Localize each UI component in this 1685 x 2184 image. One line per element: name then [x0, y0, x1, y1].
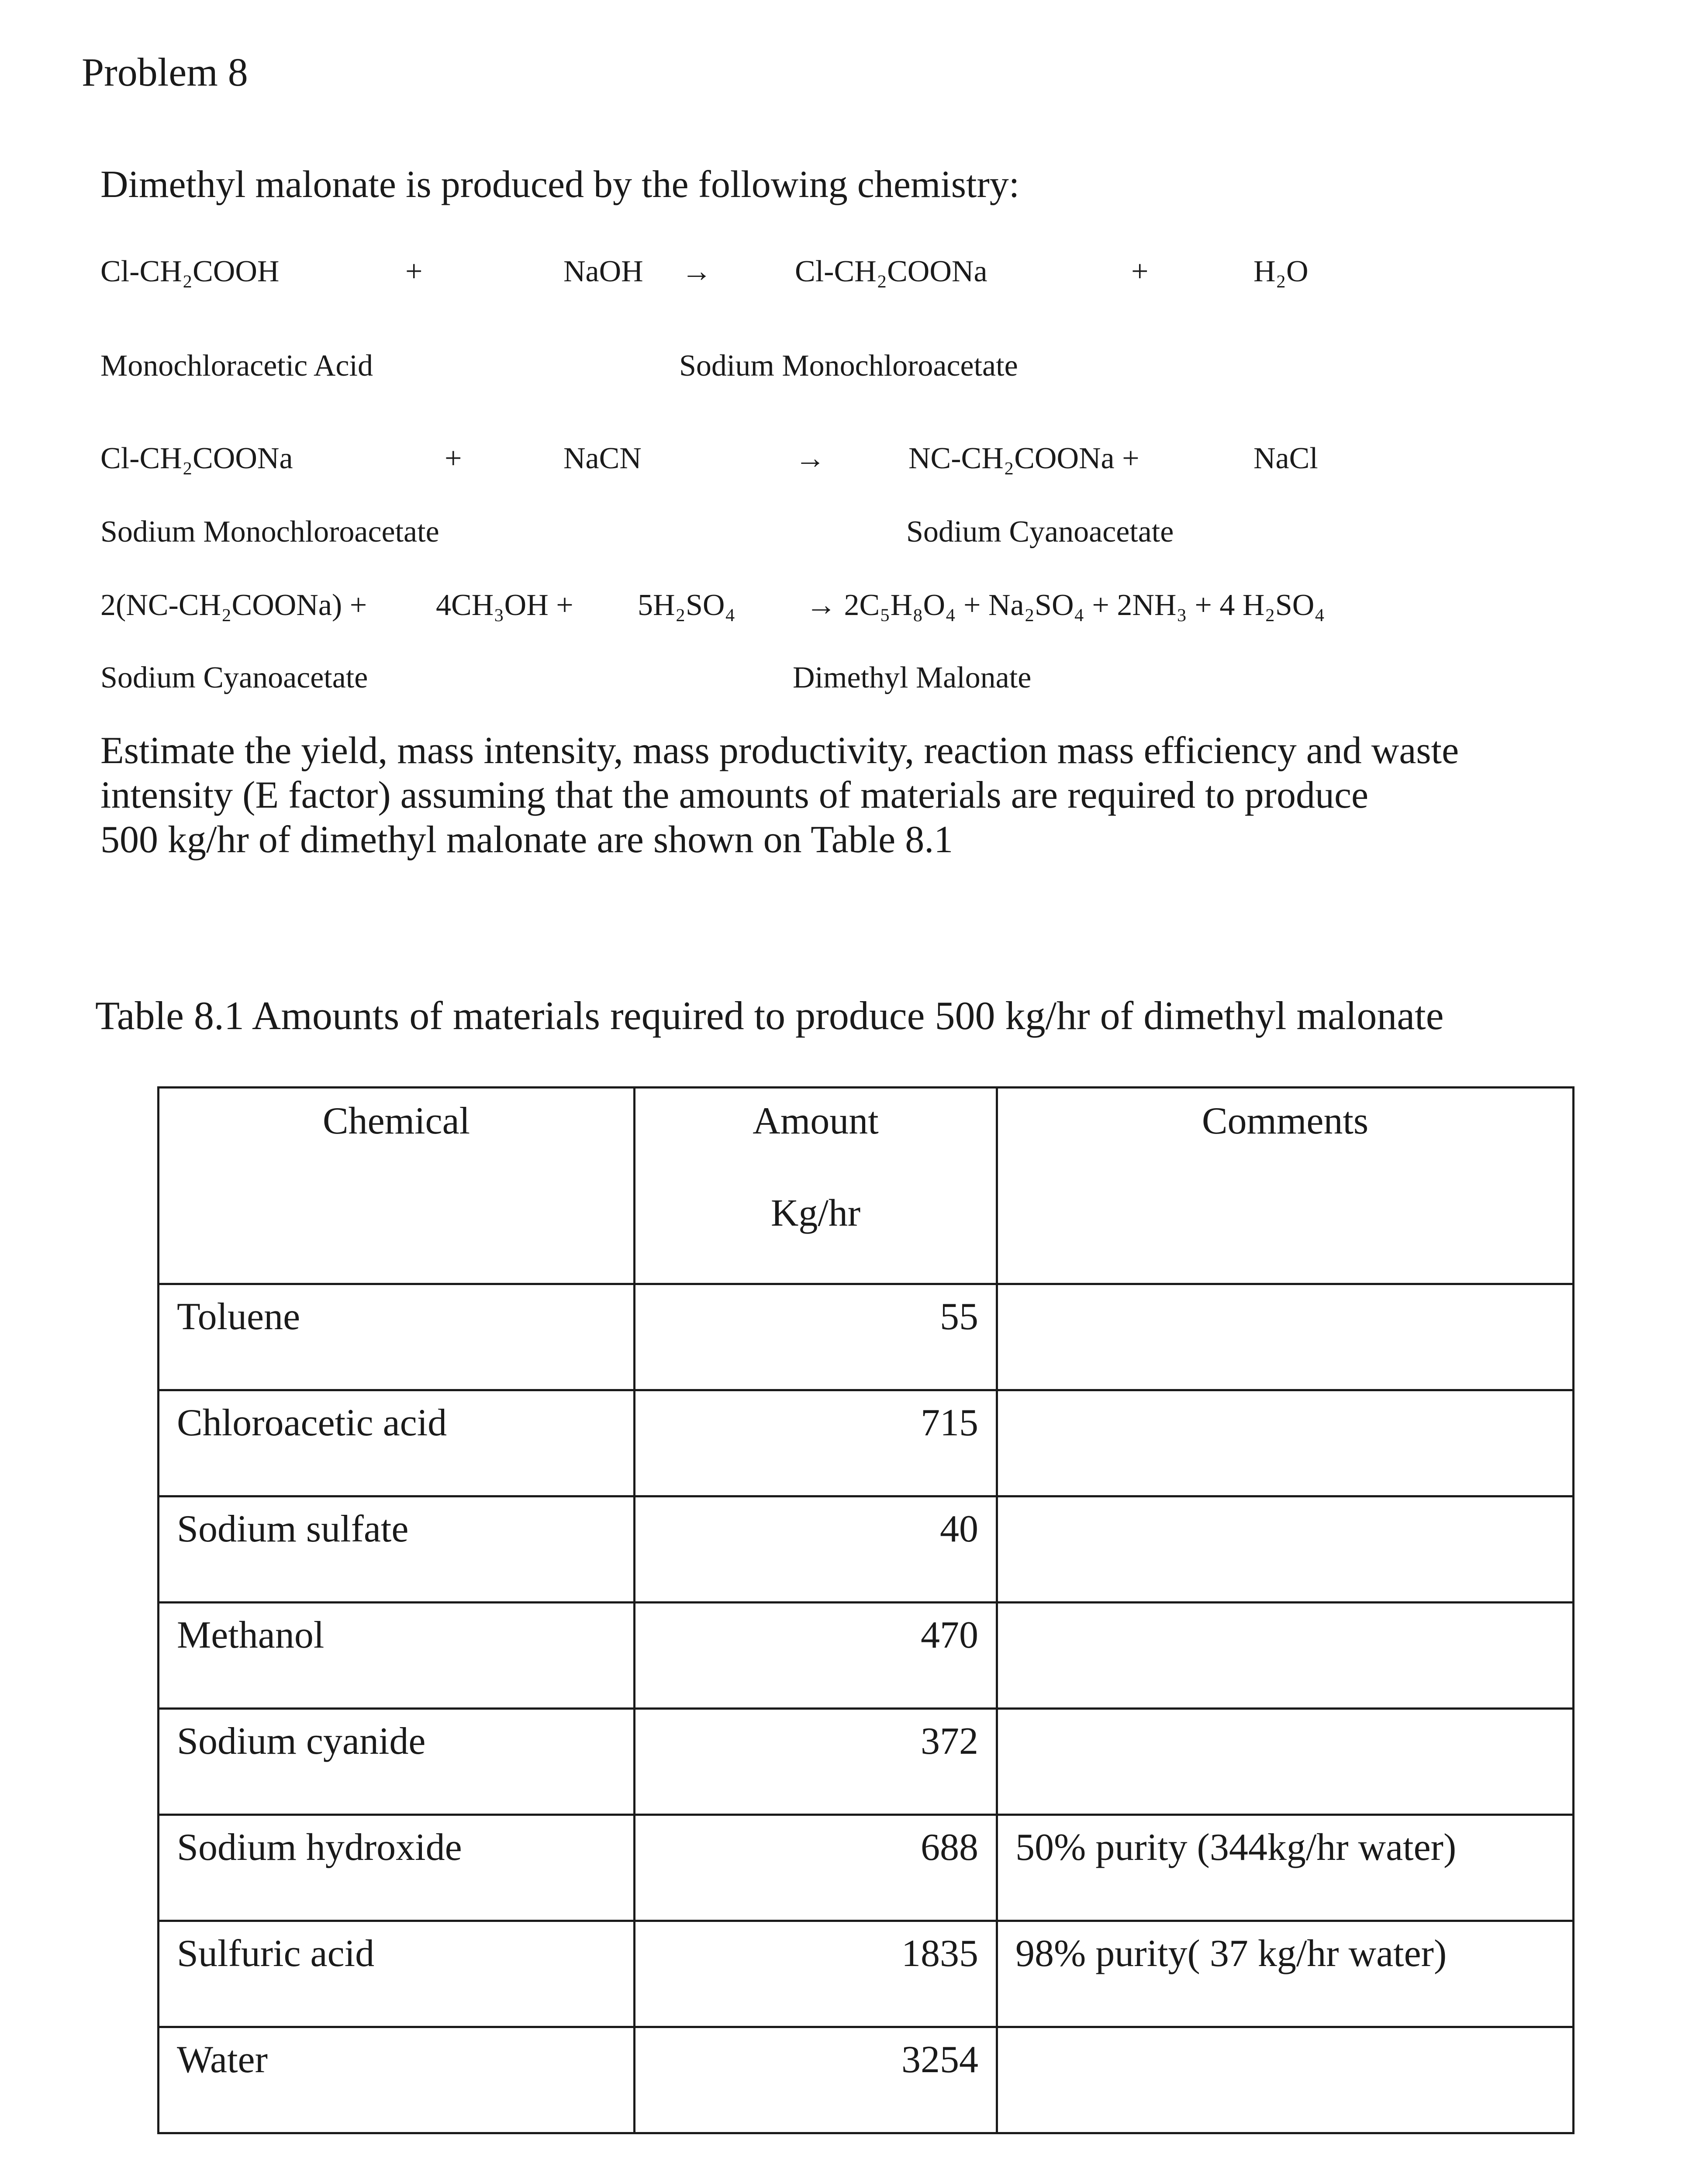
comment-cell: 50% purity (344kg/hr water)	[997, 1815, 1574, 1921]
chemical-cell: Toluene	[159, 1284, 635, 1390]
reaction1-name2: Sodium Monochloroacetate	[679, 349, 1018, 383]
question-line: Estimate the yield, mass intensity, mass productivity, reaction mass efficiency and waste	[100, 729, 1459, 772]
comment-cell	[997, 1284, 1574, 1390]
amount-cell: 55	[635, 1284, 997, 1390]
reaction3-name2: Dimethyl Malonate	[793, 661, 1032, 695]
intro-text: Dimethyl malonate is produced by the following chemistry:	[100, 163, 1020, 206]
table-row	[159, 2027, 1574, 2133]
reaction2-reactant1: Cl-CH₂COONa	[100, 442, 293, 475]
reaction2-plus1: +	[445, 442, 462, 475]
reaction1-reactant1: Cl-CH₂COOH	[100, 255, 280, 288]
chemical-cell: Sulfuric acid	[159, 1921, 635, 2027]
comment-cell	[997, 2027, 1574, 2133]
table-row	[159, 1390, 1574, 1496]
question-line: intensity (E factor) assuming that the amounts of materials are required to produce	[100, 774, 1369, 816]
reaction2-name1: Sodium Monochloroacetate	[100, 515, 439, 549]
reaction2-name2: Sodium Cyanoacetate	[906, 515, 1174, 549]
reaction1-reactant2: NaOH	[563, 255, 643, 288]
question-text	[100, 729, 1585, 862]
reaction1-product2: H₂O	[1253, 255, 1309, 288]
amount-cell: 1835	[635, 1921, 997, 2027]
materials-table	[157, 1086, 1575, 2134]
chemical-cell: Sodium sulfate	[159, 1496, 635, 1603]
reaction2-reactant2: NaCN	[563, 442, 642, 475]
header-chemical: Chemical	[159, 1088, 635, 1284]
amount-cell: 715	[635, 1390, 997, 1496]
table-row	[159, 1921, 1574, 2027]
reaction3-reactant3: 5H₂SO₄	[638, 588, 735, 622]
reaction2-product2: NaCl	[1253, 442, 1318, 475]
comment-cell	[997, 1603, 1574, 1709]
reaction3-products: → 2C₅H₈O₄ + Na₂SO₄ + 2NH₃ + 4 H₂SO₄	[806, 588, 1325, 622]
question-line: 500 kg/hr of dimethyl malonate are shown on Table 8.1	[100, 819, 953, 861]
reaction3-reactant2: 4CH₃OH +	[436, 588, 573, 622]
table-title: Table 8.1 Amounts of materials required to produce 500 kg/hr of dimethyl malonate	[95, 993, 1444, 1038]
reaction2-arrow: →	[795, 442, 825, 475]
table-row	[159, 1603, 1574, 1709]
comment-cell	[997, 1496, 1574, 1603]
amount-cell: 470	[635, 1603, 997, 1709]
comment-cell	[997, 1390, 1574, 1496]
amount-cell: 3254	[635, 2027, 997, 2133]
chemical-cell: Chloroacetic acid	[159, 1390, 635, 1496]
comment-cell	[997, 1709, 1574, 1815]
header-comments: Comments	[997, 1088, 1574, 1284]
chemical-cell: Water	[159, 2027, 635, 2133]
problem-title: Problem 8	[82, 50, 248, 94]
table-row	[159, 1709, 1574, 1815]
reaction1-name1: Monochloracetic Acid	[100, 349, 373, 383]
reaction1-arrow: →	[681, 255, 712, 288]
chemical-cell: Methanol	[159, 1603, 635, 1709]
table-header-row	[159, 1088, 1574, 1284]
reaction1-plus2: +	[1131, 255, 1149, 288]
comment-cell: 98% purity( 37 kg/hr water)	[997, 1921, 1574, 2027]
header-amount-label: Amount	[753, 1100, 879, 1142]
chemical-cell: Sodium hydroxide	[159, 1815, 635, 1921]
reaction1-plus1: +	[405, 255, 423, 288]
table-row	[159, 1284, 1574, 1390]
header-amount-unit: Kg/hr	[770, 1192, 861, 1234]
table-row	[159, 1496, 1574, 1603]
chemical-cell: Sodium cyanide	[159, 1709, 635, 1815]
amount-cell: 688	[635, 1815, 997, 1921]
reaction3-reactant1: 2(NC-CH₂COONa) +	[100, 588, 367, 622]
amount-cell: 372	[635, 1709, 997, 1815]
reaction1-product1: Cl-CH₂COONa	[795, 255, 988, 288]
table-row	[159, 1815, 1574, 1921]
reaction2-product1: NC-CH₂COONa +	[908, 442, 1139, 475]
reaction3-name1: Sodium Cyanoacetate	[100, 661, 368, 695]
amount-cell: 40	[635, 1496, 997, 1603]
header-amount	[635, 1088, 997, 1284]
